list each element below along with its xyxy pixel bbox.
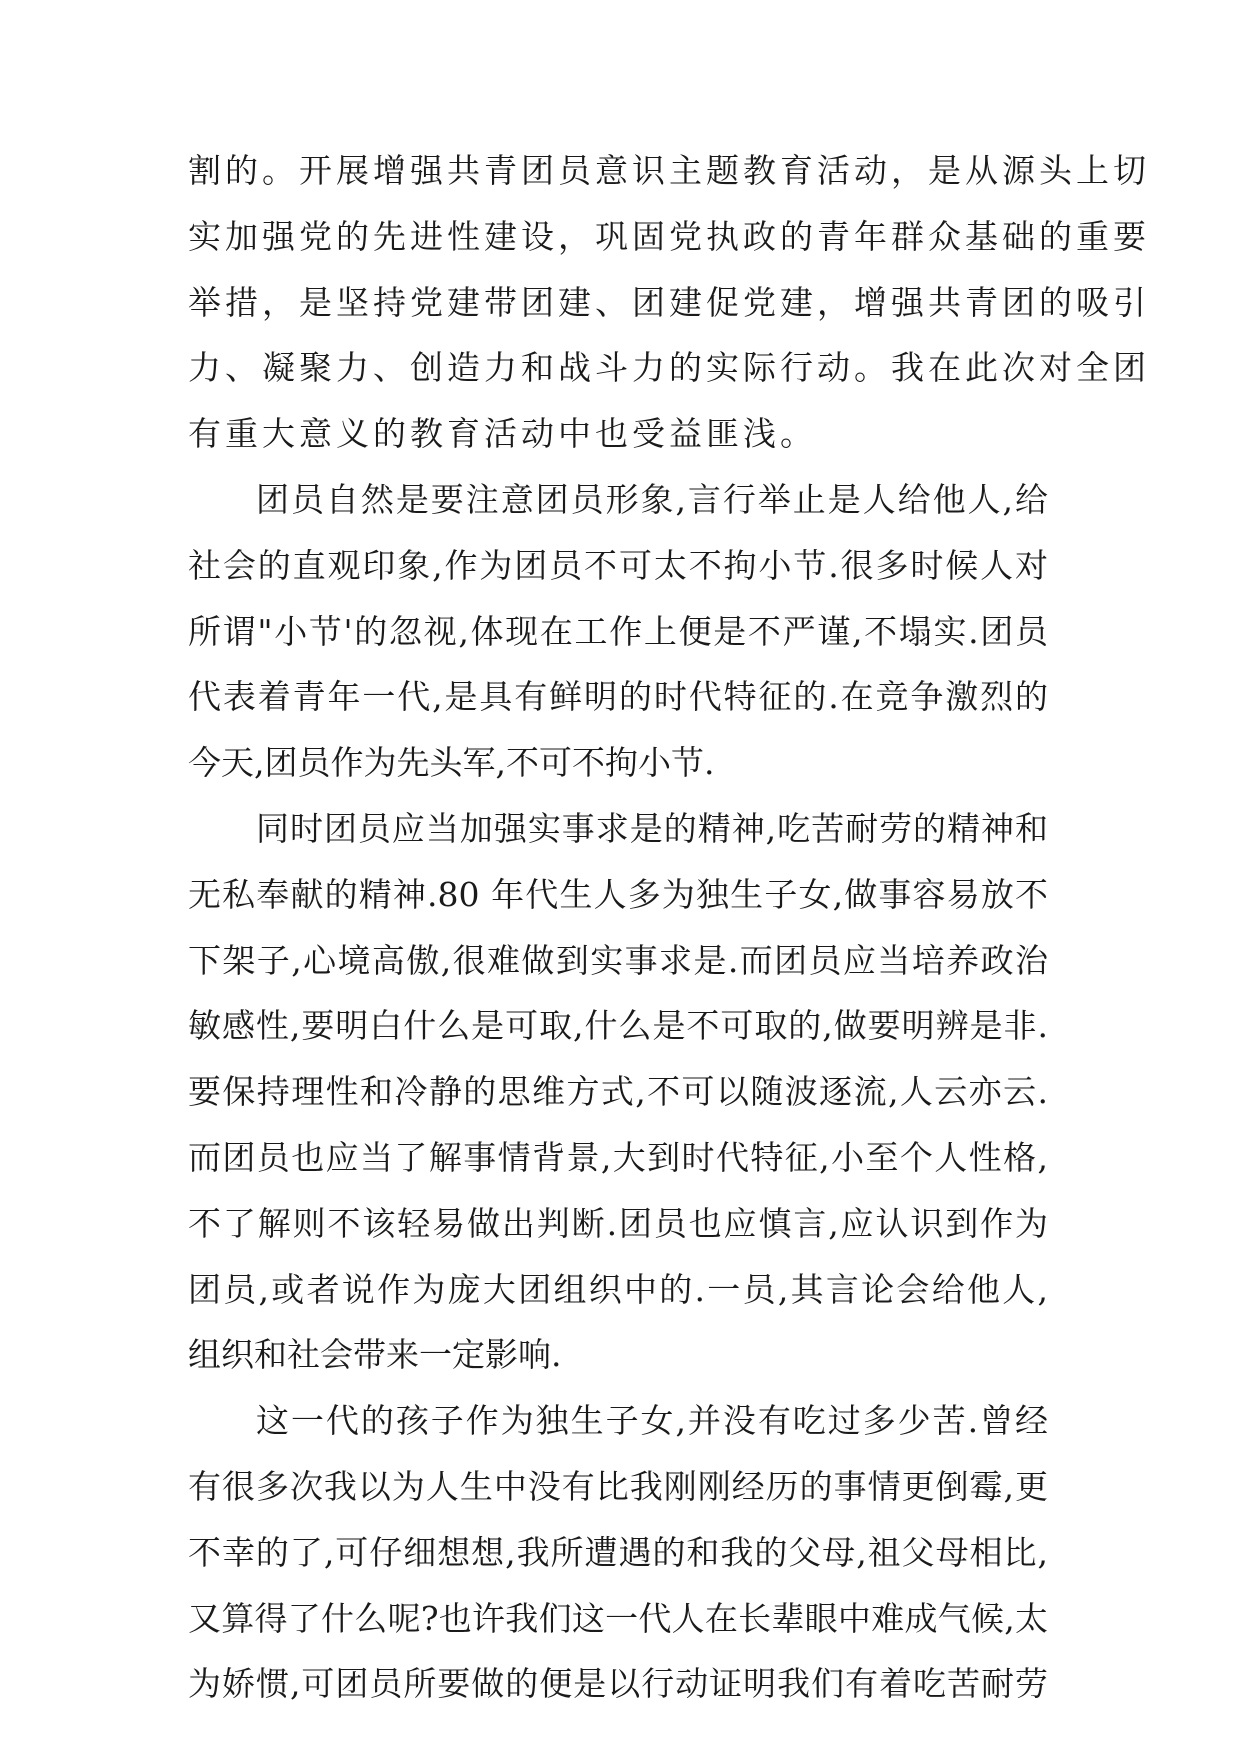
text-line: 这一代的孩子作为独生子女,并没有吃过多少苦.曾经 bbox=[256, 1401, 1048, 1441]
text-line: 又算得了什么呢?也许我们这一代人在长辈眼中难成气候,太 bbox=[188, 1598, 1048, 1638]
text-line: 要保持理性和冷静的思维方式,不可以随波逐流,人云亦云. bbox=[188, 1072, 1048, 1112]
text-line: 无私奉献的精神.80 年代生人多为独生子女,做事容易放不 bbox=[188, 874, 1048, 914]
text-line: 下架子,心境高傲,很难做到实事求是.而团员应当培养政治 bbox=[188, 940, 1048, 980]
text-line: 而团员也应当了解事情背景,大到时代特征,小至个人性格, bbox=[188, 1137, 1048, 1177]
text-line: 力、凝聚力、创造力和战斗力的实际行动。我在此次对全团 bbox=[188, 348, 1150, 388]
text-line: 团员自然是要注意团员形象,言行举止是人给他人,给 bbox=[256, 479, 1048, 519]
text-line: 不了解则不该轻易做出判断.团员也应慎言,应认识到作为 bbox=[188, 1203, 1048, 1243]
text-line: 所谓"小节'的忽视,体现在工作上便是不严谨,不塌实.团员 bbox=[188, 611, 1048, 651]
text-line: 实加强党的先进性建设，巩固党执政的青年群众基础的重要 bbox=[188, 216, 1150, 256]
text-line: 有很多次我以为人生中没有比我刚刚经历的事情更倒霉,更 bbox=[188, 1466, 1048, 1506]
document-body bbox=[188, 138, 1150, 1717]
text-line: 团员,或者说作为庞大团组织中的.一员,其言论会给他人, bbox=[188, 1269, 1048, 1309]
text-line: 敏感性,要明白什么是可取,什么是不可取的,做要明辨是非. bbox=[188, 1006, 1048, 1046]
text-line: 同时团员应当加强实事求是的精神,吃苦耐劳的精神和 bbox=[256, 808, 1048, 848]
text-line: 有重大意义的教育活动中也受益匪浅。 bbox=[188, 414, 817, 454]
text-line: 为娇惯,可团员所要做的便是以行动证明我们有着吃苦耐劳 bbox=[188, 1664, 1048, 1704]
paragraph-3 bbox=[188, 796, 1048, 1388]
text-line: 举措，是坚持党建带团建、团建促党建，增强共青团的吸引 bbox=[188, 282, 1150, 322]
text-line: 代表着青年一代,是具有鲜明的时代特征的.在竞争激烈的 bbox=[188, 677, 1048, 717]
text-line: 不幸的了,可仔细想想,我所遭遇的和我的父母,祖父母相比, bbox=[188, 1532, 1048, 1572]
paragraph-4 bbox=[188, 1388, 1048, 1717]
text-line: 组织和社会带来一定影响. bbox=[188, 1335, 562, 1375]
text-line: 今天,团员作为先头军,不可不拘小节. bbox=[188, 743, 715, 783]
text-line: 社会的直观印象,作为团员不可太不拘小节.很多时候人对 bbox=[188, 545, 1048, 585]
paragraph-2 bbox=[188, 467, 1048, 796]
text-line: 割的。开展增强共青团员意识主题教育活动，是从源头上切 bbox=[188, 151, 1150, 190]
paragraph-1 bbox=[188, 138, 1150, 467]
